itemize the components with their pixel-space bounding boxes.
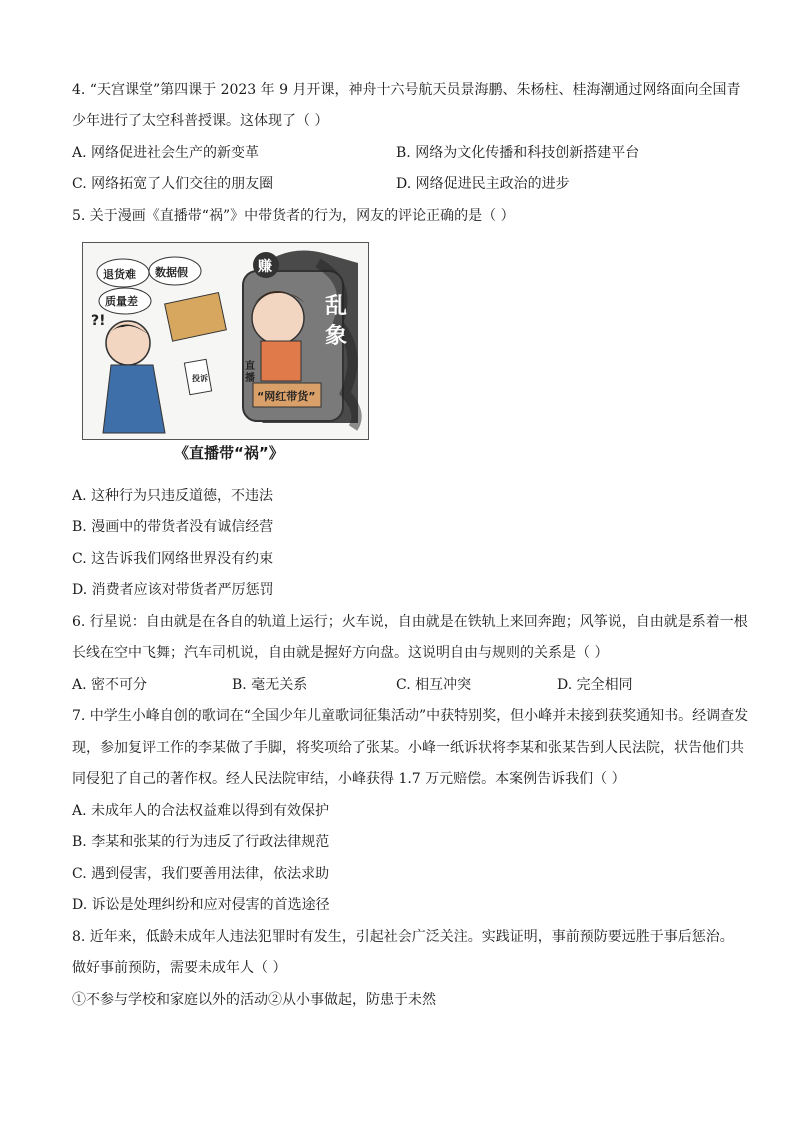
product-box [165,293,227,342]
q6-option-c: C. 相互冲突 [396,677,472,693]
q5-option-a: A. 这种行为只违反道德，不违法 [72,488,274,504]
q6-option-b: B. 毫无关系 [232,677,308,693]
q8-stem-line1: 8. 近年来，低龄未成年人违法犯罪时有发生，引起社会广泛关注。实践证明，事前预防要远胜于事后惩治。 [72,929,734,945]
q6-option-a: A. 密不可分 [72,677,148,693]
bubble-1-text: 退货难 [103,268,136,281]
question-mark: ?! [91,313,106,329]
q7-option-a: A. 未成年人的合法权益难以得到有效保护 [72,803,330,819]
cartoon-illustration [83,243,368,439]
q4-option-a: A. 网络促进社会生产的新变革 [72,145,260,161]
q8-stem-line2: 做好事前预防，需要未成年人（ ） [72,960,287,976]
q4-option-c: C. 网络拓宽了人们交往的朋友圈 [72,176,274,192]
q7-option-d: D. 诉讼是处理纠纷和应对侵害的首选途径 [72,897,330,913]
q7-stem-line3: 同侵犯了自己的著作权。经人民法院审结，小峰获得 1.7 万元赔偿。本案例告诉我们（ ） [72,771,626,787]
badge-text: 赚 [258,259,272,275]
bubble-3-text: 质量差 [105,295,138,308]
q7-option-b: B. 李某和张某的行为违反了行政法律规范 [72,834,330,850]
sign-text: “网红带货” [257,390,316,403]
q8-stem-line3: ①不参与学校和家庭以外的活动②从小事做起，防患于未然 [72,992,436,1008]
q5-option-c: C. 这告诉我们网络世界没有约束 [72,551,274,567]
bubble-2-text: 数据假 [155,266,188,279]
seller-body [261,341,301,381]
buyer-body [103,365,165,433]
q5-stem-line1: 5. 关于漫画《直播带“祸”》中带货者的行为，网友的评论正确的是（ ） [72,208,515,224]
q4-stem-line1: 4. “天宫课堂”第四课于 2023 年 9 月开课，神舟十六号航天员景海鹏、朱杨柱、桂海潮通过网络面向全国青 [72,82,741,98]
cartoon-caption: 《直播带“祸”》 [174,444,284,462]
q7-option-c: C. 遇到侵害，我们要善用法律，依法求助 [72,866,330,882]
q4-option-d: D. 网络促进民主政治的进步 [396,176,570,192]
buyer-head [106,321,150,365]
q6-option-d: D. 完全相同 [557,677,633,693]
q6-stem-line1: 6. 行星说：自由就是在各自的轨道上运行；火车说，自由就是在铁轨上来回奔跑；风筝说，自由就是系着一根 [72,614,748,630]
q5-option-d: D. 消费者应该对带货者严厉惩罚 [72,582,274,598]
q7-stem-line2: 现，参加复评工作的李某做了手脚，将奖项给了张某。小峰一纸诉状将李某和张某告到人民法院，状告他们共 [72,740,744,756]
screen-label-2: 播 [245,373,255,384]
complaint-text: 投诉 [192,374,208,383]
q7-stem-line1: 7. 中学生小峰自创的歌词在“全国少年儿童歌词征集活动”中获特别奖，但小峰并未接到获奖通知书。经调查发 [72,708,749,724]
q4-option-b: B. 网络为文化传播和科技创新搭建平台 [396,145,640,161]
q6-stem-line2: 长线在空中飞舞；汽车司机说，自由就是握好方向盘。这说明自由与规则的关系是（ ） [72,645,609,661]
q4-stem-line2: 少年进行了太空科普授课。这体现了（ ） [72,113,329,129]
q5-option-b: B. 漫画中的带货者没有诚信经营 [72,519,274,535]
seller-head [252,292,304,344]
cartoon-image [82,242,369,440]
screen-label-1: 直 [245,361,255,372]
side-text-2: 象 [325,324,348,349]
side-text-1: 乱 [325,294,348,319]
